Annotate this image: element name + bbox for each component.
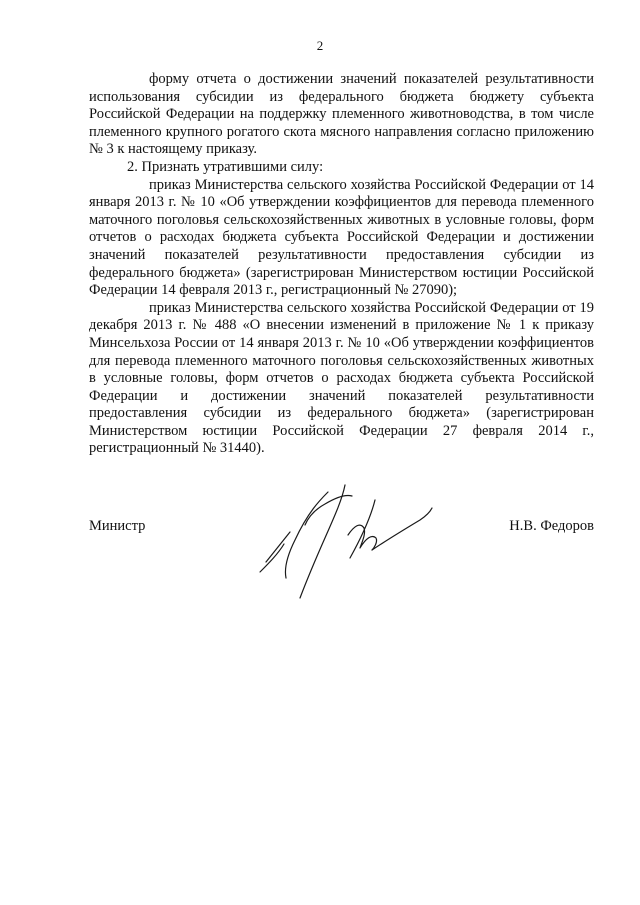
paragraph-item-2: 2. Признать утратившими силу: [127,158,324,175]
paragraph-report-form: форму отчета о достижении значений показателей результативности использования субсидии из федерального бюджета бюджету субъекта Российской Федерации на поддержку племенного животноводства, в том числе племенного крупного рогатого скота мясного направления согласно приложению № 3 к настоящему приказу. [89,71,594,158]
signatory-name: Н.В. Федоров [509,518,594,534]
handwritten-signature [250,480,440,605]
paragraph-order-488: приказ Министерства сельского хозяйства Российской Федерации от 19 декабря 2013 г. № 488 «О внесении изменений в приложение № 1 к приказу Минсельхоза России от 14 января 2013 г. № 10 «Об утверждении коэффициентов для перевода племенного маточного поголовья сельскохозяйственных животных в условные головы, форм отчетов о расходах бюджета субъекта Российской Федерации и достижении значений показателей результативности предоставления субсидии из федерального бюджета» (зарегистрирован Министерством юстиции Российской Федерации 27 февраля 2014 г., регистрационный № 31440). [89,299,594,457]
page-number: 2 [316,38,324,53]
signatory-role: Министр [89,518,146,534]
paragraph-order-10: приказ Министерства сельского хозяйства Российской Федерации от 14 января 2013 г. № 10 «Об утверждении коэффициентов для перевода племенного маточного поголовья сельскохозяйственных животных в условные головы, форм отчетов о расходах бюджета субъекта Российской Федерации и достижении значений показателей результативности предоставления субсидии из федерального бюджета» (зарегистрирован Министерством юстиции Российской Федерации 14 февраля 2013 г., регистрационный № 27090); [89,176,594,299]
document-body [89,71,594,458]
